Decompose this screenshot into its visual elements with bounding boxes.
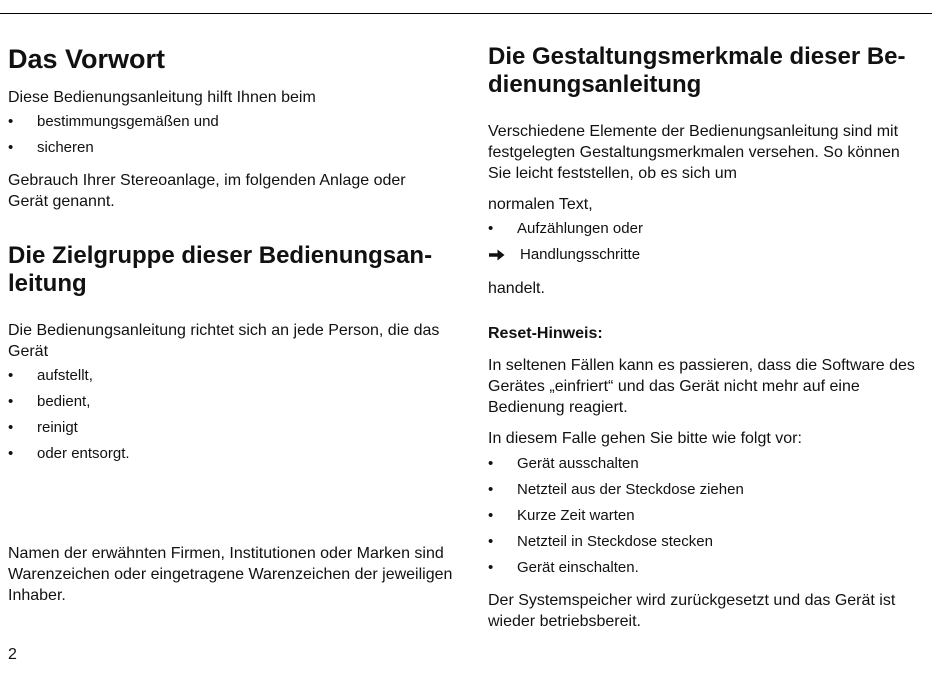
bullet-icon: • bbox=[8, 445, 14, 462]
bullet-icon: • bbox=[488, 507, 494, 524]
list-item: • sicheren bbox=[8, 135, 219, 161]
list-item: • Aufzählungen oder bbox=[488, 216, 643, 242]
list-item: • reinigt bbox=[8, 415, 130, 441]
reset-steps bbox=[488, 451, 744, 581]
bullet-icon: • bbox=[8, 139, 14, 156]
trademark-note: Namen der erwähnten Firmen, Institutionen oder Marken sind Warenzeichen oder eingetragene Warenzeichen der jeweiligen Inhaber. bbox=[8, 545, 453, 604]
reset-instruction: In diesem Falle gehen Sie bitte wie folgt vor: bbox=[488, 430, 802, 447]
bullet-icon: • bbox=[488, 533, 494, 550]
reset-result: Der Systemspeicher wird zurückgesetzt und das Gerät ist wieder betriebsbereit. bbox=[488, 592, 896, 630]
bullet-icon: • bbox=[8, 367, 14, 384]
list-item: • Netzteil in Steckdose stecken bbox=[488, 529, 744, 555]
gestaltung-intro: Verschiedene Elemente der Bedienungsanleitung sind mit festgelegten Gestaltungsmerkmalen versehen. So können Sie leicht feststellen, ob es sich um bbox=[488, 123, 900, 182]
bullet-icon: • bbox=[8, 419, 14, 436]
zielgruppe-list bbox=[8, 363, 130, 467]
zielgruppe-intro: Die Bedienungsanleitung richtet sich an jede Person, die das Gerät bbox=[8, 322, 440, 360]
bullet-icon: • bbox=[488, 559, 494, 576]
list-item: • Gerät ausschalten bbox=[488, 451, 744, 477]
vorwort-list bbox=[8, 109, 219, 161]
bullet-icon: • bbox=[488, 455, 494, 472]
list-item: • Kurze Zeit warten bbox=[488, 503, 744, 529]
list-item: • bestimmungsgemäßen und bbox=[8, 109, 219, 135]
list-item: • Gerät einschalten. bbox=[488, 555, 744, 581]
heading-zielgruppe: Die Zielgruppe dieser Bedienungsan- leitung bbox=[8, 242, 433, 297]
bullet-icon: • bbox=[488, 220, 494, 237]
heading-gestaltung: Die Gestaltungsmerkmale dieser Be- dienungsanleitung bbox=[488, 43, 906, 98]
gestaltung-outro: handelt. bbox=[488, 280, 545, 297]
bullet-icon: • bbox=[8, 393, 14, 410]
bullet-icon: • bbox=[8, 113, 14, 130]
list-item: • Netzteil aus der Steckdose ziehen bbox=[488, 477, 744, 503]
gestaltung-normal: normalen Text, bbox=[488, 196, 593, 213]
vorwort-intro: Diese Bedienungsanleitung hilft Ihnen beim bbox=[8, 89, 316, 106]
reset-text: In seltenen Fällen kann es passieren, dass die Software des Gerätes „einfriert“ und das Gerät nicht mehr auf eine Bedienung reagiert. bbox=[488, 357, 915, 416]
list-item: • oder entsorgt. bbox=[8, 441, 130, 467]
gestaltung-list bbox=[488, 216, 643, 268]
header-rule bbox=[0, 13, 932, 14]
reset-label: Reset-Hinweis: bbox=[488, 325, 603, 342]
list-item: • aufstellt, bbox=[8, 363, 130, 389]
list-item: Handlungsschritte bbox=[488, 242, 643, 268]
bullet-icon: • bbox=[488, 481, 494, 498]
page-number: 2 bbox=[8, 646, 17, 663]
vorwort-outro: Gebrauch Ihrer Stereoanlage, im folgenden Anlage oder Gerät genannt. bbox=[8, 172, 406, 210]
heading-vorwort: Das Vorwort bbox=[8, 44, 166, 74]
list-item: • bedient, bbox=[8, 389, 130, 415]
